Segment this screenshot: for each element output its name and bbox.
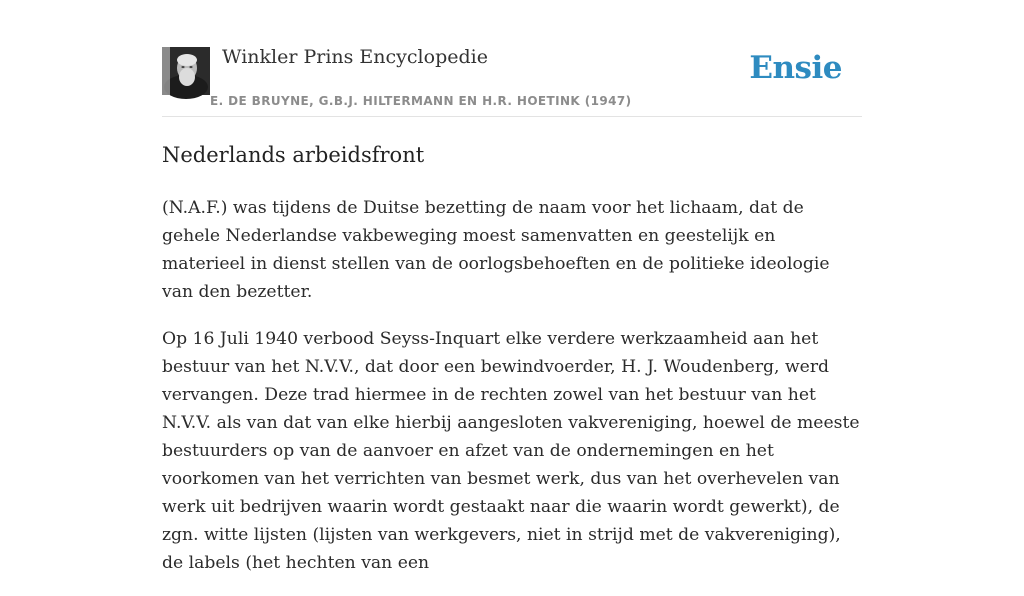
brand-logo[interactable]: Ensie [749,50,842,86]
article-paragraph: Op 16 Juli 1940 verbood Seyss-Inquart elke verdere werkzaamheid aan het bestuur van het N.V.V., dat door een bewindvoerder, H. J. Woudenberg, werd vervangen. Deze trad hiermee in de rechten zowel van het bestuur van het N.V.V. als van dat van elke hierbij aangesloten vakvereniging, hoewel de meeste bestuurders op van de aanvoer en afzet van de ondernemingen en het voorkomen van het verrichten van besmet werk, dus van het overhevelen van werk uit bedrijven waarin wordt gestaakt naar die waarin wordt gewerkt), de zgn. witte lijsten (lijsten van werkgevers, niet in strijd met de vakvereniging), de labels (het hechten van een [162,329,860,573]
authors-byline: E. DE BRUYNE, G.B.J. HILTERMANN EN H.R. HOETINK (1947) [210,94,632,108]
site-header [162,40,862,117]
site-title[interactable]: Winkler Prins Encyclopedie [222,46,488,68]
article-title: Nederlands arbeidsfront [162,143,425,167]
author-portrait [162,47,210,95]
article-paragraph: (N.A.F.) was tijdens de Duitse bezetting de naam voor het lichaam, dat de gehele Nederlandse vakbeweging moest samenvatten en geestelijk en materieel in dienst stellen van de oorlogsbehoeften en de politieke ideologie van den bezetter. [162,198,830,302]
article [162,138,862,596]
